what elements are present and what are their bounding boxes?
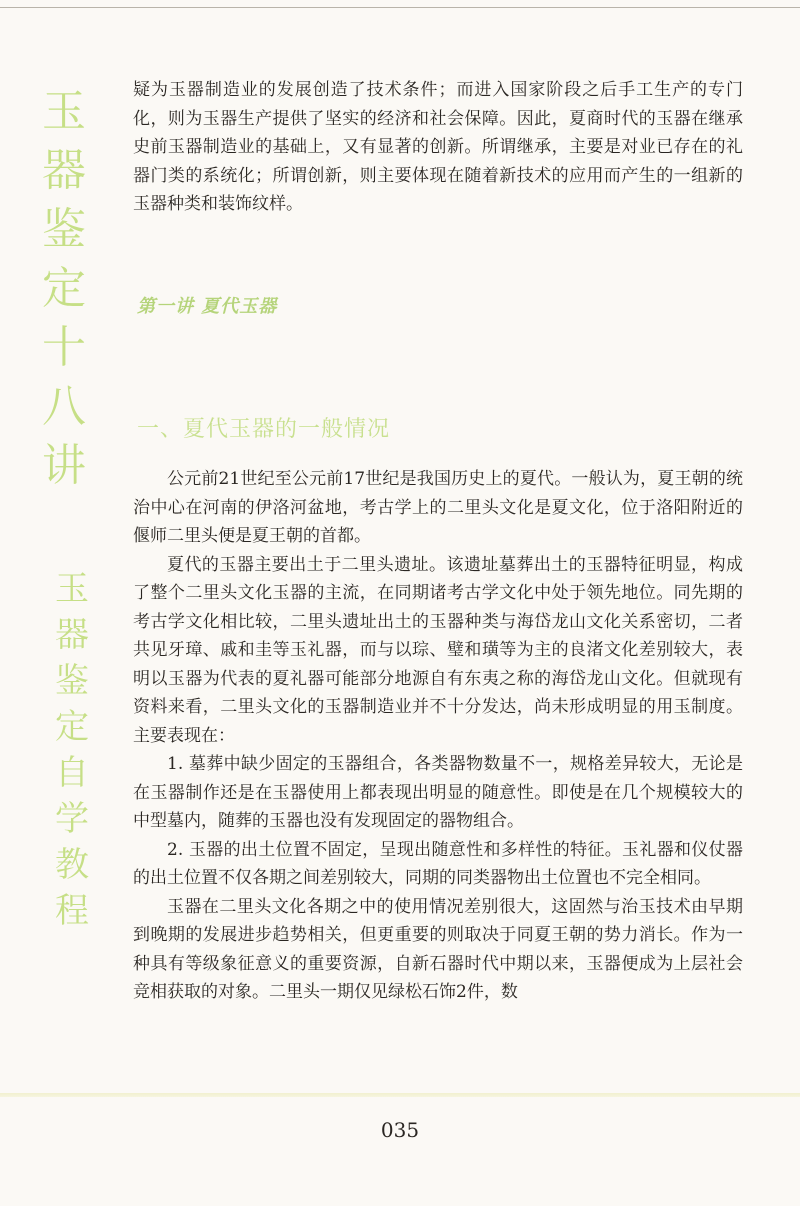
list-item: 1. 墓葬中缺少固定的玉器组合，各类器物数量不一，规格差异较大，无论是在玉器制作还是在玉器使用上都表现出明显的随意性。即使是在几个规模较大的中型墓内，随葬的玉器也没有发现固定的器物组合。 <box>133 754 743 831</box>
book-title-char: 鉴 <box>42 204 86 255</box>
book-title-char: 八 <box>42 381 86 432</box>
list-item: 2. 玉器的出土位置不固定，呈现出随意性和多样性的特征。玉礼器和仪仗器的出土位置不仅各期之间差别较大，同期的同类器物出土位置也不完全相同。 <box>133 839 743 888</box>
body-paragraph: 玉器在二里头文化各期之中的使用情况差别很大，这固然与治玉技术由早期到晚期的发展进步趋势相关，但更重要的则取决于同夏王朝的势力消长。作为一种具有等级象征意义的重要资源，自新石器时代中期以来，玉器便成为上层社会竞相获取的对象。二里头一期仅见绿松石饰2件，数 <box>133 896 743 1002</box>
book-subtitle-char: 程 <box>55 891 89 931</box>
intro-block <box>133 76 743 219</box>
book-subtitle-char: 教 <box>55 845 89 885</box>
book-title-char: 讲 <box>42 440 86 491</box>
section-heading: 一、夏代玉器的一般情况 <box>137 417 391 442</box>
body-paragraph: 夏代的玉器主要出土于二里头遗址。该遗址墓葬出土的玉器特征明显，构成了整个二里头文化玉器的主流，在同期诸考古学文化中处于领先地位。同先期的考古学文化相比较，二里头遗址出土的玉器种类与海岱龙山文化关系密切，二者共见牙璋、戚和圭等玉礼器，而与以琮、璧和璜等为主的良渚文化差别较大，表明以玉器为代表的夏礼器可能部分地源自有东夷之称的海岱龙山文化。但就现有资料来看，二里头文化的玉器制造业并不十分发达，尚未形成明显的用玉制度。主要表现在： <box>133 554 743 746</box>
book-subtitle-char: 鉴 <box>55 661 89 701</box>
book-subtitle-char: 自 <box>55 753 89 793</box>
intro-paragraph: 疑为玉器制造业的发展创造了技术条件；而进入国家阶段之后手工生产的专门化，则为玉器生产提供了坚实的经济和社会保障。因此，夏商时代的玉器在继承史前玉器制造业的基础上，又有显著的创新。所谓继承，主要是对业已存在的礼器门类的系统化；所谓创新，则主要体现在随着新技术的应用而产生的一组新的玉器种类和装饰纹样。 <box>133 80 743 214</box>
page-number: 035 <box>380 1118 420 1142</box>
book-subtitle-char: 器 <box>55 615 89 655</box>
top-rule <box>0 7 800 8</box>
book-subtitle-char: 定 <box>55 707 89 747</box>
book-title-char: 器 <box>42 145 86 196</box>
lecture-heading: 第一讲 夏代玉器 <box>137 296 278 317</box>
book-title-vertical <box>34 82 94 495</box>
book-subtitle-vertical <box>46 566 98 934</box>
book-title-char: 定 <box>42 263 86 314</box>
book-subtitle-char: 学 <box>55 799 89 839</box>
book-subtitle-char: 玉 <box>55 569 89 609</box>
bottom-rule <box>0 1093 800 1097</box>
body-text <box>133 465 743 1007</box>
book-title-char: 十 <box>42 322 86 373</box>
book-title-char: 玉 <box>42 86 86 137</box>
body-paragraph: 公元前21世纪至公元前17世纪是我国历史上的夏代。一般认为，夏王朝的统治中心在河南的伊洛河盆地，考古学上的二里头文化是夏文化，位于洛阳附近的偃师二里头便是夏王朝的首都。 <box>133 469 743 546</box>
